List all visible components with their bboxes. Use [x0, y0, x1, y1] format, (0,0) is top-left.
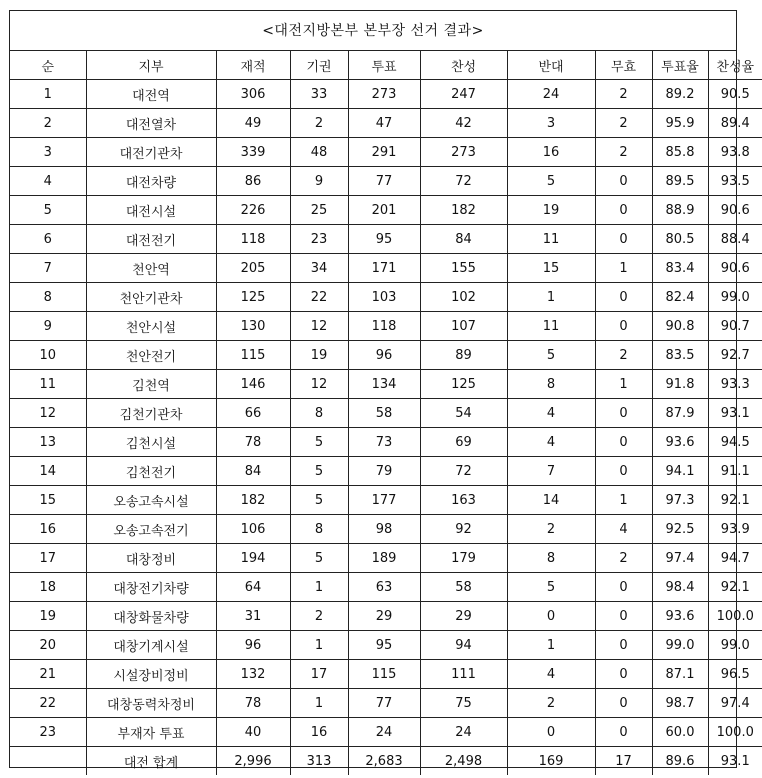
branch-name-cell: 대전차량 — [86, 167, 216, 196]
table-cell: 100.0 — [708, 602, 762, 631]
table-row — [10, 602, 762, 631]
table-cell: 72 — [420, 167, 507, 196]
table-cell: 5 — [290, 544, 348, 573]
table-cell: 93.6 — [652, 428, 708, 457]
table-cell: 31 — [216, 602, 290, 631]
table-cell: 339 — [216, 138, 290, 167]
branch-name-cell: 대전 합계 — [86, 747, 216, 776]
table-cell: 155 — [420, 254, 507, 283]
table-cell: 12 — [10, 399, 86, 428]
table-cell: 5 — [290, 486, 348, 515]
table-cell: 58 — [348, 399, 420, 428]
branch-name-cell: 김천기관차 — [86, 399, 216, 428]
table-header — [10, 51, 762, 80]
table-cell: 107 — [420, 312, 507, 341]
table-cell: 93.8 — [708, 138, 762, 167]
table-cell: 0 — [595, 602, 652, 631]
branch-name-cell: 오송고속전기 — [86, 515, 216, 544]
table-cell: 63 — [348, 573, 420, 602]
table-cell: 2 — [595, 544, 652, 573]
table-cell: 87.9 — [652, 399, 708, 428]
branch-name-cell: 대창정비 — [86, 544, 216, 573]
table-cell: 19 — [290, 341, 348, 370]
table-cell: 20 — [10, 631, 86, 660]
table-cell: 89.6 — [652, 747, 708, 776]
table-row — [10, 486, 762, 515]
table-cell: 93.6 — [652, 602, 708, 631]
branch-name-cell: 대전시설 — [86, 196, 216, 225]
table-cell: 90.8 — [652, 312, 708, 341]
column-header: 기권 — [290, 51, 348, 80]
branch-name-cell: 대전역 — [86, 80, 216, 109]
table-row — [10, 399, 762, 428]
table-cell: 1 — [290, 631, 348, 660]
table-cell: 99.0 — [652, 631, 708, 660]
branch-name-cell: 시설장비정비 — [86, 660, 216, 689]
table-cell: 24 — [420, 718, 507, 747]
table-cell: 130 — [216, 312, 290, 341]
table-cell: 2 — [595, 109, 652, 138]
table-cell: 2 — [10, 109, 86, 138]
table-cell: 182 — [216, 486, 290, 515]
table-cell: 75 — [420, 689, 507, 718]
branch-name-cell: 부재자 투표 — [86, 718, 216, 747]
branch-name-cell: 김천시설 — [86, 428, 216, 457]
table-cell: 1 — [595, 370, 652, 399]
column-header: 지부 — [86, 51, 216, 80]
table-cell: 118 — [348, 312, 420, 341]
table-cell: 92.7 — [708, 341, 762, 370]
table-cell: 99.0 — [708, 631, 762, 660]
table-cell: 95 — [348, 631, 420, 660]
table-cell: 96 — [216, 631, 290, 660]
table-row — [10, 689, 762, 718]
table-cell: 111 — [420, 660, 507, 689]
table-cell: 1 — [507, 283, 595, 312]
column-header: 반대 — [507, 51, 595, 80]
table-cell: 291 — [348, 138, 420, 167]
table-cell: 23 — [10, 718, 86, 747]
branch-name-cell: 김천전기 — [86, 457, 216, 486]
table-cell: 169 — [507, 747, 595, 776]
table-cell: 132 — [216, 660, 290, 689]
table-cell: 17 — [10, 544, 86, 573]
table-cell: 93.3 — [708, 370, 762, 399]
table-cell: 17 — [290, 660, 348, 689]
table-cell: 90.7 — [708, 312, 762, 341]
table-cell: 29 — [420, 602, 507, 631]
table-cell: 2,683 — [348, 747, 420, 776]
table-cell: 66 — [216, 399, 290, 428]
table-cell: 8 — [290, 399, 348, 428]
table-row — [10, 80, 762, 109]
table-cell: 2 — [595, 80, 652, 109]
table-row — [10, 283, 762, 312]
table-cell: 4 — [595, 515, 652, 544]
table-cell: 58 — [420, 573, 507, 602]
table-cell: 134 — [348, 370, 420, 399]
table-row — [10, 544, 762, 573]
table-cell: 0 — [595, 312, 652, 341]
branch-name-cell: 대전전기 — [86, 225, 216, 254]
table-cell: 87.1 — [652, 660, 708, 689]
table-cell: 16 — [290, 718, 348, 747]
table-cell: 12 — [290, 312, 348, 341]
table-cell: 8 — [507, 544, 595, 573]
table-cell: 93.9 — [708, 515, 762, 544]
table-cell: 15 — [507, 254, 595, 283]
table-cell: 89 — [420, 341, 507, 370]
table-cell: 6 — [10, 225, 86, 254]
table-cell: 106 — [216, 515, 290, 544]
column-header: 찬성 — [420, 51, 507, 80]
branch-name-cell: 대창전기차량 — [86, 573, 216, 602]
table-cell: 90.6 — [708, 254, 762, 283]
table-cell: 177 — [348, 486, 420, 515]
table-cell: 95.9 — [652, 109, 708, 138]
table-cell: 25 — [290, 196, 348, 225]
table-cell: 15 — [10, 486, 86, 515]
table-cell: 18 — [10, 573, 86, 602]
table-cell: 247 — [420, 80, 507, 109]
table-cell: 0 — [595, 283, 652, 312]
table-cell: 2,498 — [420, 747, 507, 776]
table-cell: 1 — [290, 573, 348, 602]
table-cell: 91.1 — [708, 457, 762, 486]
table-cell: 5 — [507, 573, 595, 602]
column-header: 무효 — [595, 51, 652, 80]
table-cell: 115 — [348, 660, 420, 689]
table-cell: 125 — [420, 370, 507, 399]
table-cell: 64 — [216, 573, 290, 602]
table-cell: 3 — [10, 138, 86, 167]
table-cell: 1 — [507, 631, 595, 660]
table-cell: 182 — [420, 196, 507, 225]
table-cell: 5 — [290, 428, 348, 457]
table-cell: 89.5 — [652, 167, 708, 196]
table-cell: 13 — [10, 428, 86, 457]
table-cell: 103 — [348, 283, 420, 312]
table-cell: 98.7 — [652, 689, 708, 718]
table-row — [10, 573, 762, 602]
table-cell: 0 — [595, 660, 652, 689]
table-cell: 89.4 — [708, 109, 762, 138]
branch-name-cell: 오송고속시설 — [86, 486, 216, 515]
table-row — [10, 457, 762, 486]
table-cell: 29 — [348, 602, 420, 631]
table-row — [10, 631, 762, 660]
table-cell: 23 — [290, 225, 348, 254]
table-cell: 0 — [507, 602, 595, 631]
table-cell: 48 — [290, 138, 348, 167]
table-cell: 4 — [507, 428, 595, 457]
table-cell: 163 — [420, 486, 507, 515]
table-cell: 11 — [507, 312, 595, 341]
table-cell: 93.5 — [708, 167, 762, 196]
table-cell: 24 — [348, 718, 420, 747]
table-row — [10, 660, 762, 689]
table-cell: 0 — [595, 399, 652, 428]
table-cell: 1 — [10, 80, 86, 109]
table-cell: 92 — [420, 515, 507, 544]
table-cell: 273 — [348, 80, 420, 109]
table-cell: 0 — [595, 225, 652, 254]
branch-name-cell: 천안기관차 — [86, 283, 216, 312]
branch-name-cell: 천안시설 — [86, 312, 216, 341]
table-cell: 69 — [420, 428, 507, 457]
table-row — [10, 718, 762, 747]
table-cell: 34 — [290, 254, 348, 283]
table-cell: 73 — [348, 428, 420, 457]
table-cell: 5 — [507, 341, 595, 370]
table-cell: 1 — [595, 254, 652, 283]
branch-name-cell: 대창동력차정비 — [86, 689, 216, 718]
table-row — [10, 109, 762, 138]
table-cell: 40 — [216, 718, 290, 747]
document-title: <대전지방본부 본부장 선거 결과> — [10, 11, 736, 51]
table-row — [10, 167, 762, 196]
table-cell: 1 — [290, 689, 348, 718]
table-cell: 0 — [595, 167, 652, 196]
table-row — [10, 196, 762, 225]
table-cell: 5 — [10, 196, 86, 225]
table-cell: 95 — [348, 225, 420, 254]
branch-name-cell: 천안역 — [86, 254, 216, 283]
table-cell: 189 — [348, 544, 420, 573]
table-cell: 86 — [216, 167, 290, 196]
table-cell: 146 — [216, 370, 290, 399]
table-cell: 0 — [595, 689, 652, 718]
column-header: 투표 — [348, 51, 420, 80]
table-cell: 12 — [290, 370, 348, 399]
table-cell: 4 — [10, 167, 86, 196]
table-cell: 96 — [348, 341, 420, 370]
table-cell: 97.4 — [652, 544, 708, 573]
table-cell: 16 — [507, 138, 595, 167]
table-row — [10, 428, 762, 457]
table-cell: 94 — [420, 631, 507, 660]
table-cell: 2 — [595, 138, 652, 167]
table-cell: 89.2 — [652, 80, 708, 109]
table-row — [10, 515, 762, 544]
header-row — [10, 51, 762, 80]
results-table — [10, 51, 762, 775]
branch-name-cell: 대창기계시설 — [86, 631, 216, 660]
column-header: 순 — [10, 51, 86, 80]
table-cell: 2 — [290, 602, 348, 631]
table-cell: 313 — [290, 747, 348, 776]
table-cell: 78 — [216, 428, 290, 457]
table-cell: 42 — [420, 109, 507, 138]
table-cell: 97.3 — [652, 486, 708, 515]
table-cell: 2,996 — [216, 747, 290, 776]
table-cell: 201 — [348, 196, 420, 225]
table-cell: 77 — [348, 167, 420, 196]
table-cell: 93.1 — [708, 747, 762, 776]
table-cell: 94.5 — [708, 428, 762, 457]
table-body — [10, 80, 762, 776]
column-header: 찬성율 — [708, 51, 762, 80]
table-cell: 9 — [290, 167, 348, 196]
table-row — [10, 370, 762, 399]
table-cell: 7 — [507, 457, 595, 486]
table-cell: 93.1 — [708, 399, 762, 428]
table-cell: 78 — [216, 689, 290, 718]
table-cell: 33 — [290, 80, 348, 109]
table-cell: 54 — [420, 399, 507, 428]
table-cell: 96.5 — [708, 660, 762, 689]
table-row — [10, 341, 762, 370]
table-cell: 16 — [10, 515, 86, 544]
table-cell: 83.4 — [652, 254, 708, 283]
table-cell: 8 — [290, 515, 348, 544]
table-cell: 115 — [216, 341, 290, 370]
table-cell: 92.5 — [652, 515, 708, 544]
table-row — [10, 225, 762, 254]
branch-name-cell: 김천역 — [86, 370, 216, 399]
branch-name-cell: 대창화물차량 — [86, 602, 216, 631]
table-cell: 97.4 — [708, 689, 762, 718]
table-cell: 14 — [10, 457, 86, 486]
table-cell: 194 — [216, 544, 290, 573]
table-cell: 98 — [348, 515, 420, 544]
table-row — [10, 138, 762, 167]
table-cell: 100.0 — [708, 718, 762, 747]
table-cell: 2 — [595, 341, 652, 370]
table-cell: 88.9 — [652, 196, 708, 225]
table-cell: 179 — [420, 544, 507, 573]
table-cell: 4 — [507, 660, 595, 689]
table-cell: 0 — [595, 573, 652, 602]
table-cell: 5 — [507, 167, 595, 196]
branch-name-cell: 대전열차 — [86, 109, 216, 138]
table-cell: 8 — [10, 283, 86, 312]
table-cell: 5 — [290, 457, 348, 486]
table-cell: 2 — [507, 515, 595, 544]
table-cell: 118 — [216, 225, 290, 254]
table-cell: 90.5 — [708, 80, 762, 109]
table-cell: 21 — [10, 660, 86, 689]
table-cell: 8 — [507, 370, 595, 399]
table-cell: 11 — [10, 370, 86, 399]
table-cell: 17 — [595, 747, 652, 776]
table-cell: 0 — [507, 718, 595, 747]
table-cell: 11 — [507, 225, 595, 254]
table-cell: 49 — [216, 109, 290, 138]
table-cell: 205 — [216, 254, 290, 283]
table-cell: 2 — [507, 689, 595, 718]
table-cell: 85.8 — [652, 138, 708, 167]
column-header: 재적 — [216, 51, 290, 80]
table-cell: 2 — [290, 109, 348, 138]
table-cell: 14 — [507, 486, 595, 515]
table-cell: 91.8 — [652, 370, 708, 399]
table-cell: 72 — [420, 457, 507, 486]
table-cell — [10, 747, 86, 776]
table-cell: 0 — [595, 457, 652, 486]
table-cell: 0 — [595, 428, 652, 457]
table-cell: 22 — [290, 283, 348, 312]
table-cell: 92.1 — [708, 573, 762, 602]
table-cell: 1 — [595, 486, 652, 515]
table-cell: 19 — [507, 196, 595, 225]
table-cell: 4 — [507, 399, 595, 428]
table-cell: 88.4 — [708, 225, 762, 254]
table-cell: 94.1 — [652, 457, 708, 486]
table-cell: 92.1 — [708, 486, 762, 515]
total-row — [10, 747, 762, 776]
table-cell: 102 — [420, 283, 507, 312]
table-cell: 125 — [216, 283, 290, 312]
table-row — [10, 312, 762, 341]
table-cell: 82.4 — [652, 283, 708, 312]
table-cell: 98.4 — [652, 573, 708, 602]
table-cell: 0 — [595, 718, 652, 747]
branch-name-cell: 천안전기 — [86, 341, 216, 370]
results-document — [9, 10, 755, 771]
table-cell: 9 — [10, 312, 86, 341]
table-cell: 273 — [420, 138, 507, 167]
table-cell: 90.6 — [708, 196, 762, 225]
table-cell: 77 — [348, 689, 420, 718]
table-cell: 80.5 — [652, 225, 708, 254]
table-cell: 99.0 — [708, 283, 762, 312]
table-cell: 10 — [10, 341, 86, 370]
table-cell: 7 — [10, 254, 86, 283]
table-cell: 0 — [595, 196, 652, 225]
branch-name-cell: 대전기관차 — [86, 138, 216, 167]
table-cell: 94.7 — [708, 544, 762, 573]
table-cell: 3 — [507, 109, 595, 138]
table-cell: 60.0 — [652, 718, 708, 747]
table-cell: 47 — [348, 109, 420, 138]
table-cell: 0 — [595, 631, 652, 660]
table-cell: 83.5 — [652, 341, 708, 370]
table-cell: 79 — [348, 457, 420, 486]
table-cell: 22 — [10, 689, 86, 718]
table-cell: 171 — [348, 254, 420, 283]
table-cell: 24 — [507, 80, 595, 109]
table-cell: 84 — [216, 457, 290, 486]
table-row — [10, 254, 762, 283]
table-cell: 306 — [216, 80, 290, 109]
table-cell: 19 — [10, 602, 86, 631]
table-cell: 226 — [216, 196, 290, 225]
column-header: 투표율 — [652, 51, 708, 80]
table-cell: 84 — [420, 225, 507, 254]
